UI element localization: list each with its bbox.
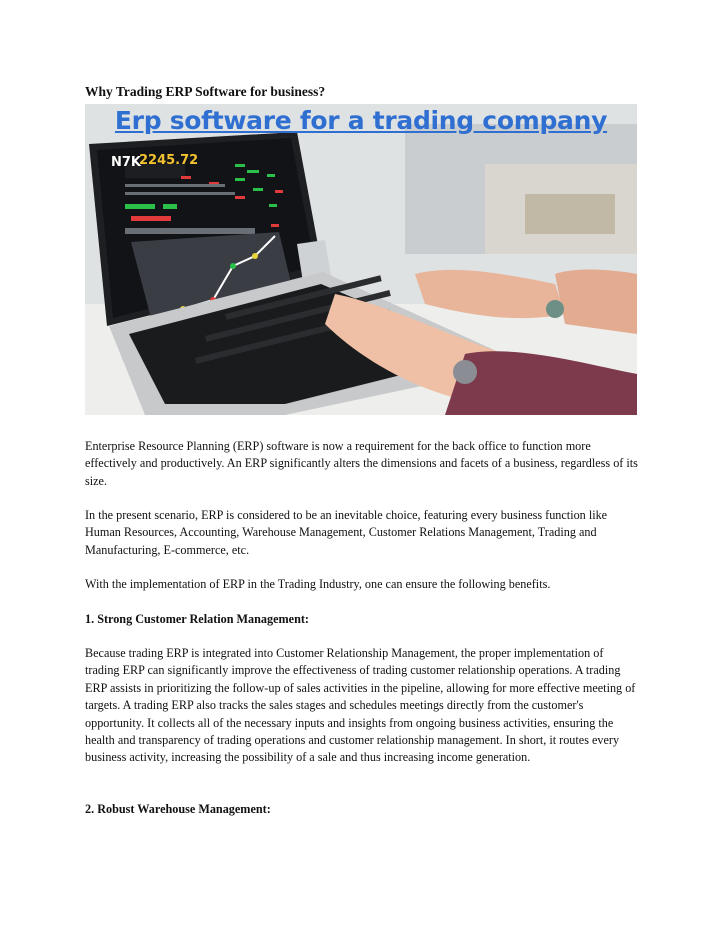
ticker-value: 2245.72: [139, 153, 199, 168]
hero-image: [85, 104, 637, 415]
laptop-trading-illustration: [85, 104, 637, 415]
hero-caption: Erp software for a trading company: [114, 106, 608, 135]
intro-paragraph-1: Enterprise Resource Planning (ERP) software is now a requirement for the back office to function more effectively and productively. An ERP significantly alters the dimensions and facets of a business, regardless of its size.: [85, 439, 638, 488]
section-2-heading: 2. Robust Warehouse Management:: [85, 802, 271, 816]
section-1-body: Because trading ERP is integrated into Customer Relationship Management, the proper implementation of trading ERP can significantly improve the effectiveness of trading customer relationship operations. A trading ERP assists in prioritizing the follow-up of sales activities in the pipeline, allowing for more effective meeting of targets. A trading ERP also tracks the sales stages and schedules meetings directly from the customer's opportunity. It collects all of the necessary inputs and insights from ongoing business activities, ensuring the health and transparency of trading operations and customer relationship management. In short, it routes every business activity, increasing the possibility of a sale and thus increasing income generation.: [85, 646, 636, 765]
intro-paragraph-3: With the implementation of ERP in the Trading Industry, one can ensure the following benefits.: [85, 577, 551, 591]
intro-paragraph-2: In the present scenario, ERP is considered to be an inevitable choice, featuring every business function like Human Resources, Accounting, Warehouse Management, Customer Relations Management, Trading and Manufacturing, E-commerce, etc.: [85, 508, 608, 557]
section-1-heading: 1. Strong Customer Relation Management:: [85, 612, 309, 626]
ticker-symbol: N7K: [111, 155, 141, 170]
document-title: Why Trading ERP Software for business?: [85, 84, 326, 99]
